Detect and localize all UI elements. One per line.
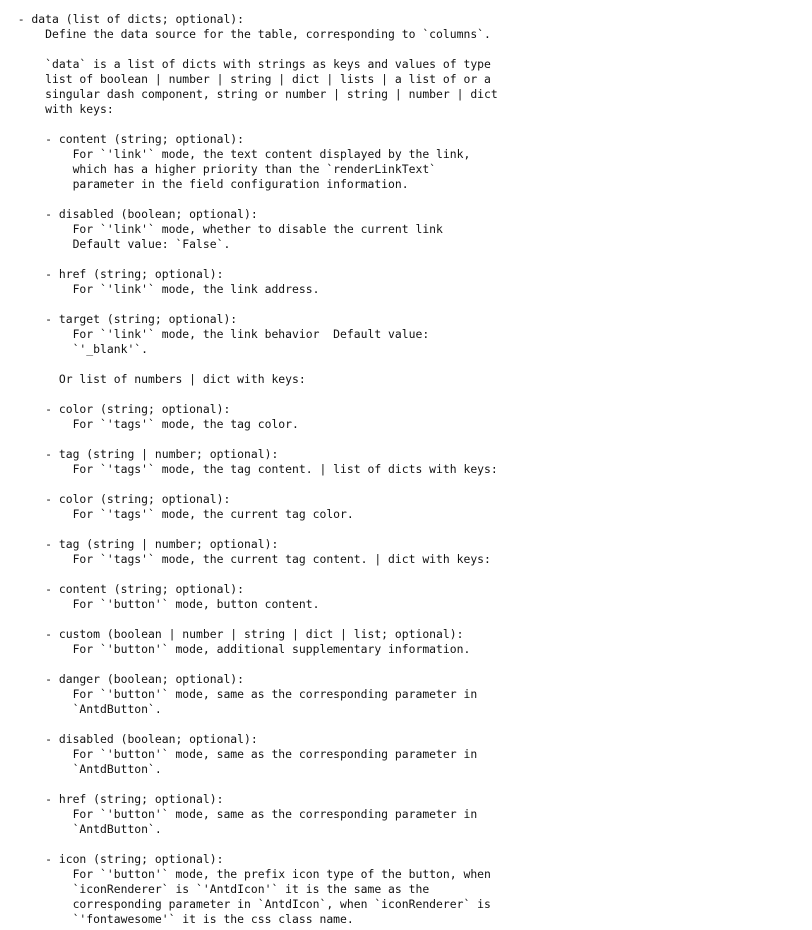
doc-line: `'fontawesome'` it is the css class name. [4, 912, 354, 926]
doc-line [4, 837, 804, 852]
doc-line: Or list of numbers | dict with keys: [4, 372, 306, 386]
doc-line: with keys: [4, 102, 114, 116]
doc-line: For `'tags'` mode, the tag content. | list of dicts with keys: [4, 462, 498, 476]
doc-line [4, 357, 804, 372]
doc-line: For `'tags'` mode, the current tag content. | dict with keys: [4, 552, 491, 566]
doc-line: For `'tags'` mode, the tag color. [4, 417, 299, 431]
doc-line [4, 777, 804, 792]
doc-line [4, 387, 804, 402]
doc-line: - content (string; optional): [4, 132, 245, 146]
doc-line [4, 117, 804, 132]
doc-line: singular dash component, string or number | string | number | dict [4, 87, 498, 101]
doc-line [4, 567, 804, 582]
doc-line: list of boolean | number | string | dict | lists | a list of or a [4, 72, 491, 86]
doc-line [4, 297, 804, 312]
doc-line: - content (string; optional): [4, 582, 245, 596]
doc-line: - color (string; optional): [4, 492, 231, 506]
doc-line [4, 717, 804, 732]
doc-line: - disabled (boolean; optional): [4, 732, 258, 746]
doc-line: For `'button'` mode, the prefix icon type of the button, when [4, 867, 491, 881]
doc-line: - danger (boolean; optional): [4, 672, 245, 686]
doc-line: For `'button'` mode, button content. [4, 597, 320, 611]
doc-line: For `'link'` mode, the link behavior Default value: [4, 327, 430, 341]
doc-line: `AntdButton`. [4, 822, 162, 836]
doc-line: For `'button'` mode, same as the corresponding parameter in [4, 687, 478, 701]
doc-line: - tag (string | number; optional): [4, 537, 279, 551]
doc-line: which has a higher priority than the `renderLinkText` [4, 162, 437, 176]
doc-line: Default value: `False`. [4, 237, 231, 251]
doc-line [4, 657, 804, 672]
doc-line: `'_blank'`. [4, 342, 149, 356]
doc-line: For `'button'` mode, same as the corresponding parameter in [4, 747, 478, 761]
doc-line [4, 432, 804, 447]
doc-line [4, 42, 804, 57]
doc-line: `iconRenderer` is `'AntdIcon'` it is the same as the [4, 882, 430, 896]
doc-line: - data (list of dicts; optional): [4, 12, 245, 26]
doc-line: For `'link'` mode, the link address. [4, 282, 320, 296]
doc-line [4, 477, 804, 492]
doc-line: - href (string; optional): [4, 267, 224, 281]
doc-line: For `'link'` mode, the text content displayed by the link, [4, 147, 471, 161]
doc-line: - color (string; optional): [4, 402, 231, 416]
doc-line: - target (string; optional): [4, 312, 238, 326]
doc-line: - custom (boolean | number | string | dict | list; optional): [4, 627, 464, 641]
doc-line: - href (string; optional): [4, 792, 224, 806]
doc-line: Define the data source for the table, corresponding to `columns`. [4, 27, 491, 41]
doc-line [4, 192, 804, 207]
doc-line [4, 522, 804, 537]
doc-line: For `'button'` mode, additional supplementary information. [4, 642, 471, 656]
doc-line: corresponding parameter in `AntdIcon`, when `iconRenderer` is [4, 897, 491, 911]
doc-line: For `'link'` mode, whether to disable the current link [4, 222, 443, 236]
doc-line: `AntdButton`. [4, 702, 162, 716]
doc-line [4, 252, 804, 267]
doc-line: `AntdButton`. [4, 762, 162, 776]
doc-line: - disabled (boolean; optional): [4, 207, 258, 221]
doc-line: - icon (string; optional): [4, 852, 224, 866]
doc-line: For `'button'` mode, same as the corresponding parameter in [4, 807, 478, 821]
doc-line: - tag (string | number; optional): [4, 447, 279, 461]
doc-line: `data` is a list of dicts with strings as keys and values of type [4, 57, 491, 71]
doc-line [4, 612, 804, 627]
doc-line: For `'tags'` mode, the current tag color. [4, 507, 354, 521]
doc-line: parameter in the field configuration information. [4, 177, 409, 191]
documentation-text [4, 12, 804, 927]
